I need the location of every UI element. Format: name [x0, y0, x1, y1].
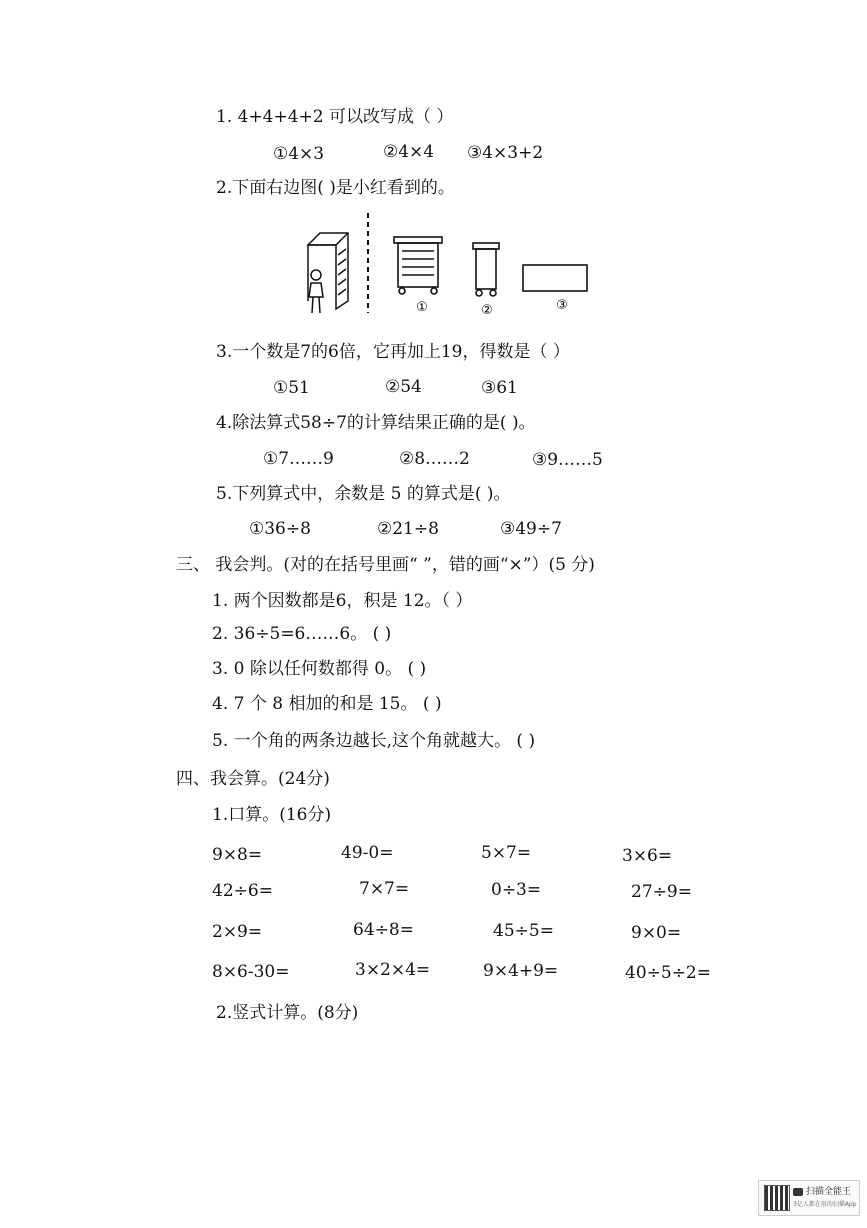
judge-item-3: 3. 0 除以任何数都得 0。 ( ) — [212, 659, 427, 679]
watermark-subtitle: 3亿人都在用的扫描App — [793, 1201, 857, 1208]
judge-item-2: 2. 36÷5=6……6。 ( ) — [212, 624, 392, 644]
qr-code-icon — [764, 1185, 790, 1211]
oral-item: 8×6-30= — [212, 962, 290, 982]
q4-option-2: ②8……2 — [399, 449, 470, 469]
view-option-1-shape — [394, 237, 442, 294]
q3-stem: 3.一个数是7的6倍，它再加上19，得数是（ ） — [216, 342, 570, 362]
q5-option-3: ③49÷7 — [500, 519, 562, 539]
scanner-logo-icon — [793, 1188, 803, 1196]
q4-option-1: ①7……9 — [263, 449, 334, 469]
oral-item: 2×9= — [212, 922, 263, 942]
fig-label-2: ② — [481, 303, 493, 318]
q2-stem: 2.下面右边图( )是小红看到的。 — [216, 178, 455, 198]
q1-option-3: ③4×3+2 — [467, 143, 544, 163]
oral-item: 0÷3= — [491, 880, 542, 900]
girl-and-shelf-illustration — [308, 233, 348, 313]
vertical-calc-title: 2.竖式计算。(8分) — [216, 1003, 359, 1023]
judge-item-4: 4. 7 个 8 相加的和是 15。 ( ) — [212, 694, 442, 714]
view-option-3-shape — [523, 265, 587, 291]
oral-item: 40÷5÷2= — [625, 963, 711, 983]
oral-item: 9×8= — [212, 845, 263, 865]
q1-option-1: ①4×3 — [273, 144, 325, 164]
scanner-watermark — [758, 1180, 860, 1216]
oral-item: 7×7= — [359, 879, 410, 899]
q1-stem: 1. 4+4+4+2 可以改写成（ ） — [216, 107, 454, 127]
oral-item: 49-0= — [341, 843, 394, 863]
oral-item: 27÷9= — [631, 882, 692, 902]
calc-heading: 四、我会算。(24分) — [176, 769, 330, 789]
watermark-title: 扫描全能王 — [806, 1187, 852, 1197]
q5-option-2: ②21÷8 — [377, 519, 439, 539]
q4-option-3: ③9……5 — [532, 450, 603, 470]
oral-item: 42÷6= — [212, 881, 273, 901]
q5-option-1: ①36÷8 — [249, 519, 311, 539]
view-option-2-shape — [473, 243, 499, 296]
judge-heading: 三、 我会判。(对的在括号里画“ ”，错的画“×”）(5 分) — [176, 555, 595, 575]
oral-item: 64÷8= — [353, 920, 414, 940]
fig-label-1: ① — [416, 300, 428, 315]
fig-label-3: ③ — [556, 298, 568, 313]
q4-stem: 4.除法算式58÷7的计算结果正确的是( )。 — [216, 413, 536, 433]
oral-item: 5×7= — [481, 843, 532, 863]
oral-item: 9×0= — [631, 923, 682, 943]
oral-item: 9×4+9= — [483, 961, 559, 981]
q3-option-1: ①51 — [273, 378, 310, 398]
q2-figure — [290, 205, 610, 320]
oral-calc-title: 1.口算。(16分) — [212, 805, 332, 825]
q3-option-3: ③61 — [481, 378, 518, 398]
oral-item: 3×2×4= — [355, 960, 431, 980]
q5-stem: 5.下列算式中，余数是 5 的算式是( )。 — [216, 484, 511, 504]
judge-item-1: 1. 两个因数都是6，积是 12。（ ） — [212, 591, 473, 611]
q1-option-2: ②4×4 — [383, 142, 435, 162]
judge-item-5: 5. 一个角的两条边越长,这个角就越大。 ( ) — [212, 731, 536, 751]
oral-item: 3×6= — [622, 846, 673, 866]
oral-item: 45÷5= — [493, 921, 554, 941]
q3-option-2: ②54 — [385, 377, 422, 397]
